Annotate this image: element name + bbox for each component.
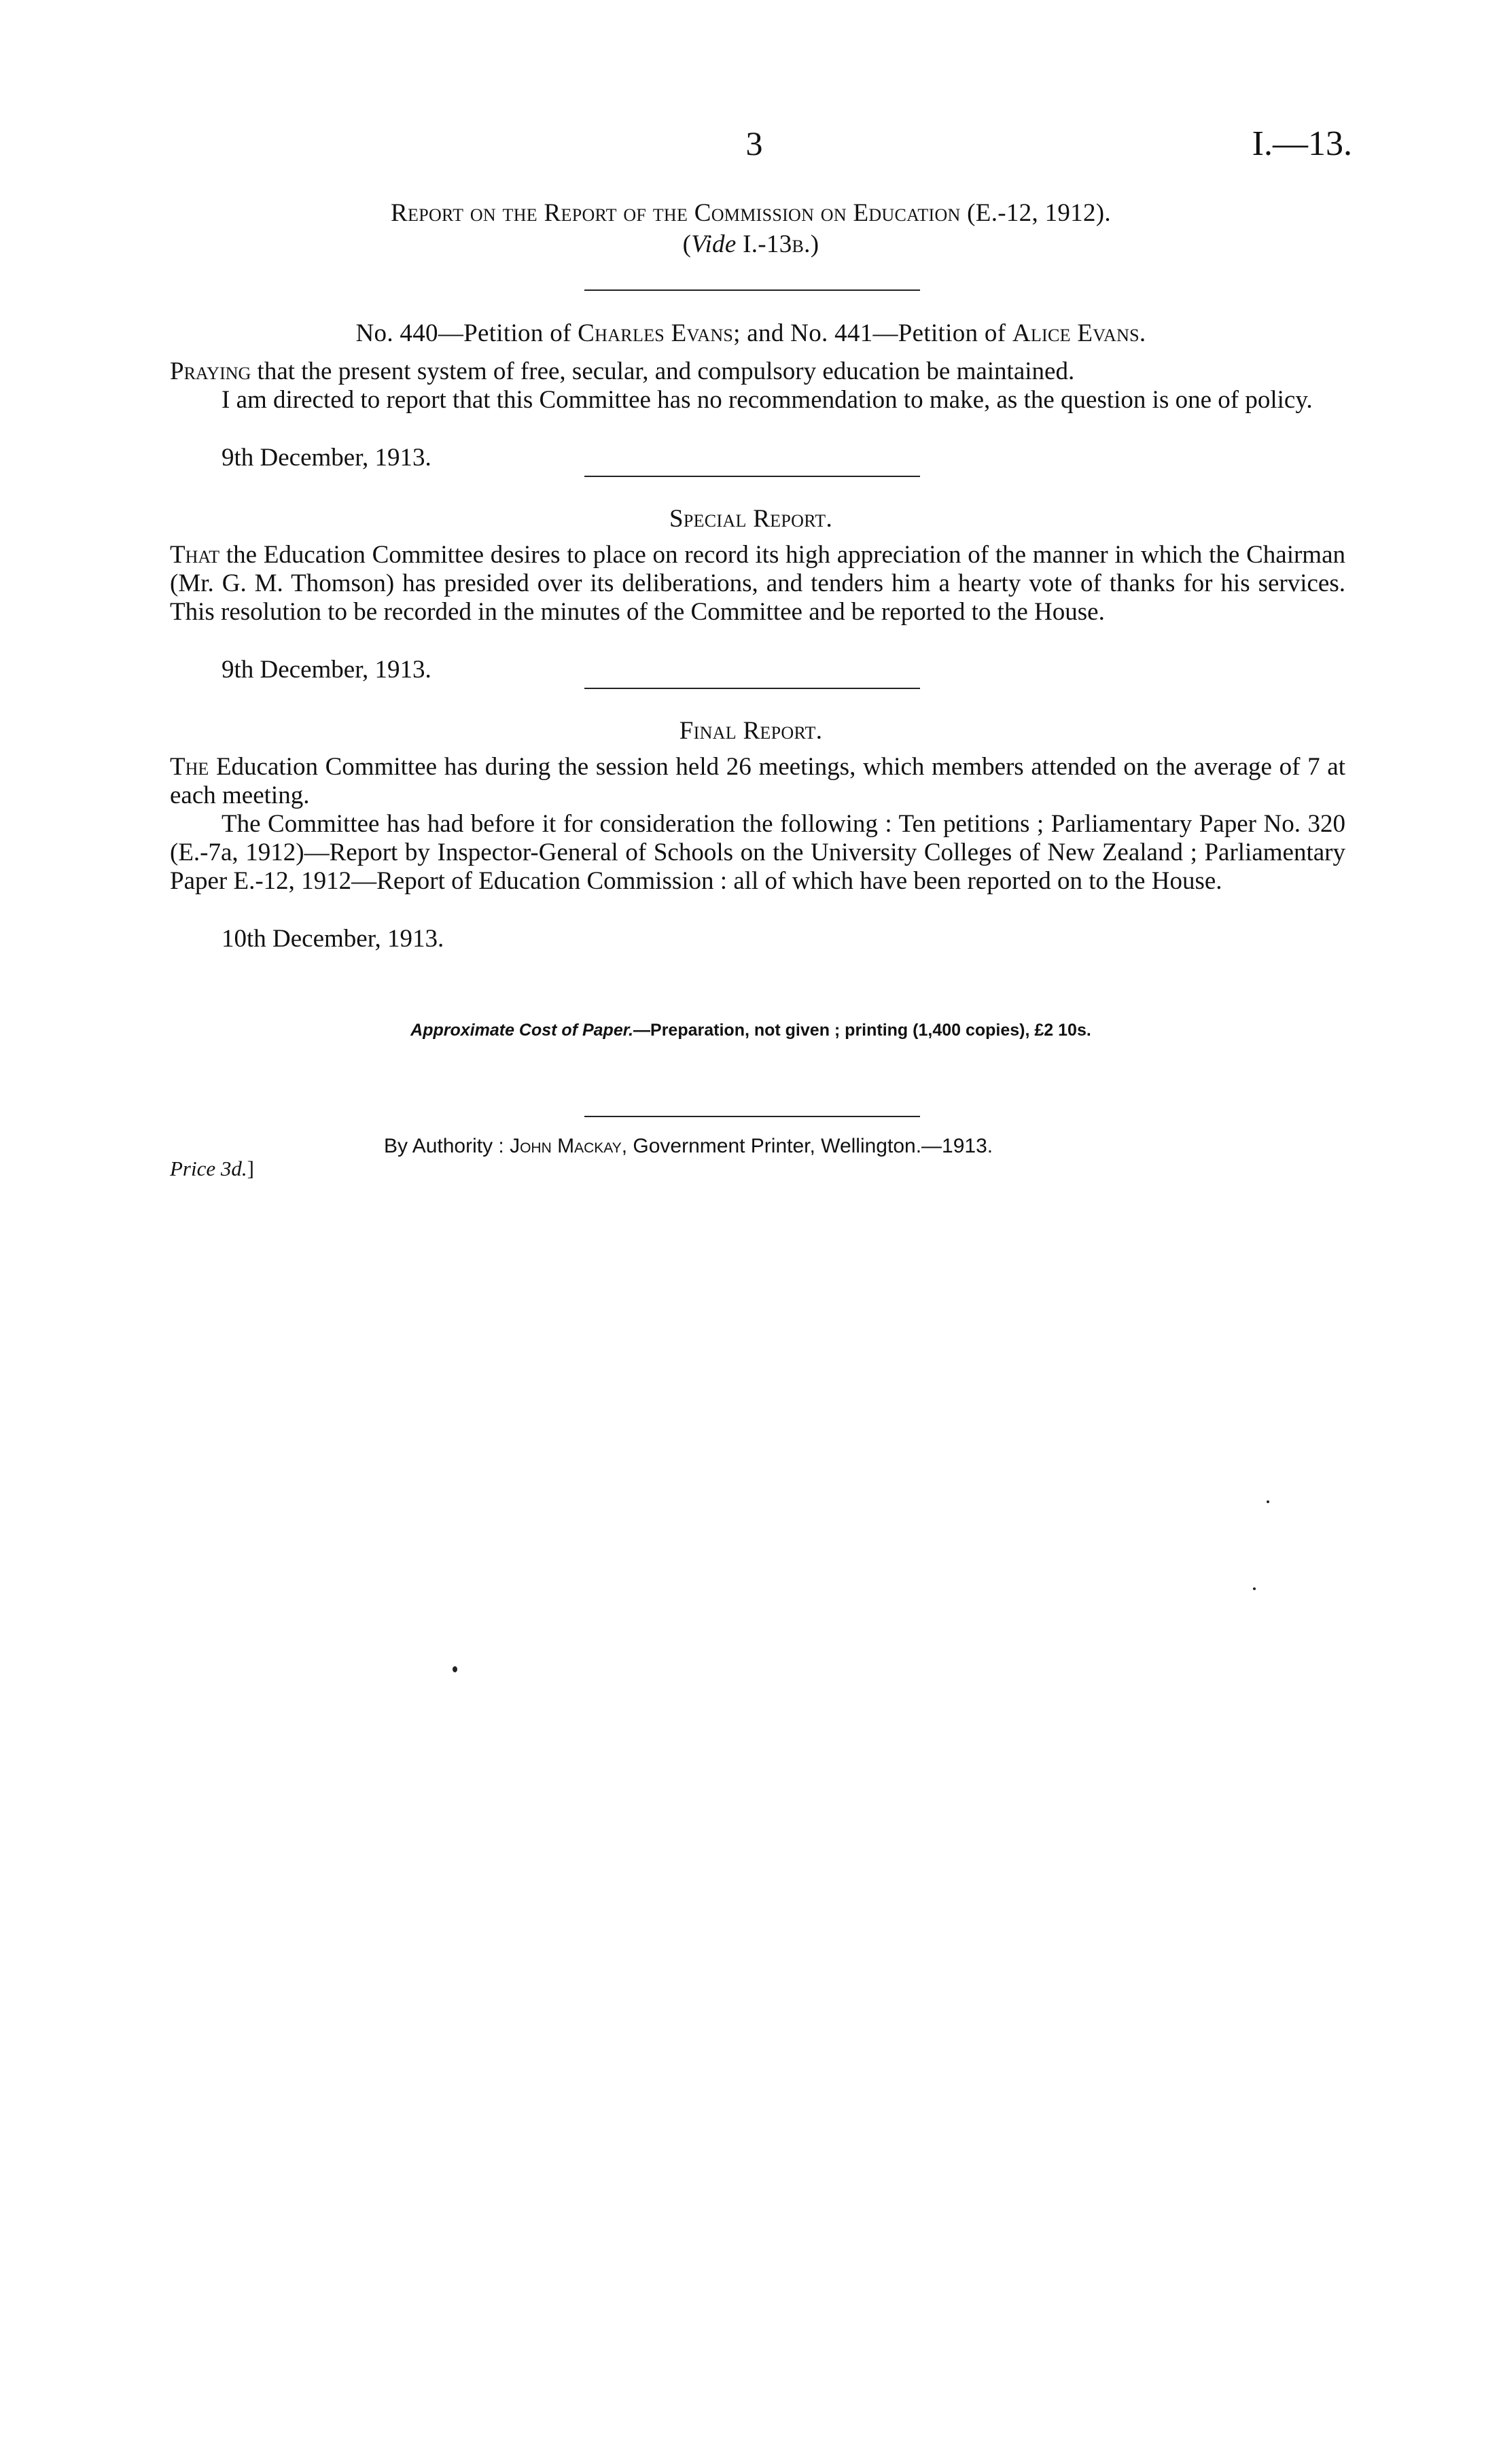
divider [584,289,920,291]
final-report-heading: Final Report. [679,717,823,745]
imprint-a: By Authority : [384,1135,510,1157]
printer-name: John Mackay [510,1135,622,1157]
report-title: Report on the Report of the Commission on Education (E.-12, 1912). [391,199,1111,227]
final-lead-word: The [170,753,209,781]
subtitle-open: ( [682,230,692,258]
report-subtitle [170,230,1332,259]
price [170,1157,254,1181]
divider [584,476,920,477]
divider [584,1116,920,1117]
page-number: 3 [745,124,763,162]
scan-speck [1253,1587,1256,1590]
scan-speck [453,1666,457,1672]
petitioner-name-1: Charles Evans [578,319,734,347]
praying-lead-word: Praying [170,357,251,385]
cost-note [170,1021,1332,1040]
special-report-date: 9th December, 1913. [222,656,431,684]
special-report-heading: Special Report. [669,505,833,533]
petition-date: 9th December, 1913. [222,444,431,472]
final-report-date: 10th December, 1913. [222,925,444,953]
document-reference: I.—13. [1252,124,1352,163]
price-label: Price 3d. [170,1157,247,1180]
price-bracket: ] [247,1157,254,1180]
vide-word: Vide [691,230,737,258]
praying-text: that the present system of free, secular, and compulsory education be maintained. [251,357,1075,385]
finding-paragraph: I am directed to report that this Committee has no recommendation to make, as the question is one of policy. [222,386,1313,414]
final-report-paragraph-1 [170,753,1345,810]
printer-imprint [384,1135,993,1158]
special-report-paragraph [170,541,1345,627]
final-report-text-1: Education Committee has during the session held 26 meetings, which members attended on the average of 7 at each meeting. [170,753,1345,809]
petition-heading-a: No. 440—Petition of [355,319,578,347]
petitioner-name-2: Alice Evans [1012,319,1140,347]
petition-heading-b: ; and No. 441—Petition of [733,319,1012,347]
cost-text: —Preparation, not given ; printing (1,400 copies), £2 10s. [633,1021,1091,1040]
praying-paragraph [170,357,1345,386]
special-lead-word: That [170,541,220,569]
divider [584,688,920,689]
petition-heading [170,319,1332,348]
special-report-text: the Education Committee desires to place on record its high appreciation of the manner in which the Chairman (Mr. G. M. Thomson) has presided over its deliberations, and tenders him a hearty vote of thanks for his services. This resolution to be recorded in the minutes of the Committee and be reported to the House. [170,541,1345,626]
scan-speck [1267,1500,1269,1503]
petition-heading-c: . [1139,319,1146,347]
final-report-paragraph-2: The Committee has had before it for consideration the following : Ten petitions ; Parliamentary Paper No. 320 (E.-7a, 1912)—Report by Inspector-General of Schools on the University Colleges of New Zealand ; Parliamentary Paper E.-12, 1912—Report of Education Commission : all of which have been reported on to the House. [170,810,1345,895]
imprint-b: , Government Printer, Wellington.—1913. [621,1135,993,1157]
subtitle-ref: I.-13b.) [736,230,819,258]
cost-label: Approximate Cost of Paper. [410,1021,634,1040]
